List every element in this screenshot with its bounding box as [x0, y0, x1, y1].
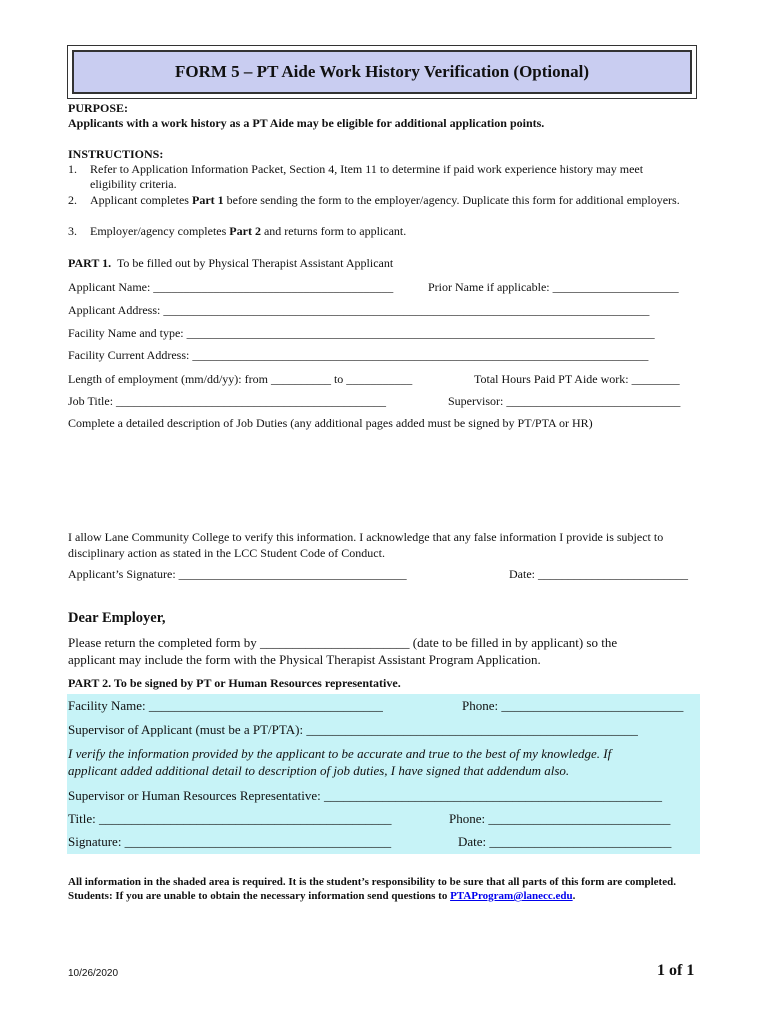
part2-title-field[interactable]: Title: _____________________________________________ [68, 811, 392, 826]
email-link[interactable]: PTAProgram@lanecc.edu [450, 890, 573, 902]
instruction-text: Employer/agency completes Part 2 and returns form to applicant. [90, 224, 407, 238]
part2-signature-field[interactable]: Signature: _________________________________________ [68, 834, 392, 849]
applicant-date-field[interactable]: Date: _________________________ [509, 567, 688, 581]
return-request-line: applicant may include the form with the Physical Therapist Assistant Program Application. [68, 652, 541, 667]
part2-facility-name-field[interactable]: Facility Name: ____________________________________ [68, 698, 383, 713]
consent-statement: I allow Lane Community College to verify this information. I acknowledge that any false information I provide is subject to disciplinary action as stated in the LCC Student Code of Conduct. [68, 530, 664, 560]
supervisor-of-applicant-field[interactable]: Supervisor of Applicant (must be a PT/PTA): ___________________________________________________ [68, 722, 638, 737]
prior-name-field[interactable]: Prior Name if applicable: _____________________ [428, 280, 679, 294]
part2-date-field[interactable]: Date: ____________________________ [458, 834, 672, 849]
return-request-line: Please return the completed form by _______________________ (date to be filled in by applicant) so the [68, 635, 618, 650]
applicant-address-field[interactable]: Applicant Address: _________________________________________________________________________________ [68, 303, 650, 317]
total-hours-field[interactable]: Total Hours Paid PT Aide work: ________ [474, 372, 680, 386]
dear-employer-heading: Dear Employer, [68, 610, 166, 626]
instruction-text: Refer to Application Information Packet, Section 4, Item 11 to determine if paid work experience history may meet eligibility criteria. [90, 162, 644, 191]
applicant-name-field[interactable]: Applicant Name: ________________________________________ [68, 280, 394, 294]
verification-statement: I verify the information provided by the applicant to be accurate and true to the best of my knowledge. If [68, 746, 612, 761]
instruction-number: 3. [68, 224, 77, 238]
purpose-text: Applicants with a work history as a PT Aide may be eligible for additional application points. [68, 116, 545, 130]
part2-heading: PART 2. To be signed by PT or Human Resources representative. [68, 676, 401, 690]
supervisor-hr-field[interactable]: Supervisor or Human Resources Representative: ____________________________________________________ [68, 788, 662, 803]
part2-phone-field[interactable]: Phone: ____________________________ [462, 698, 684, 713]
job-title-field[interactable]: Job Title: _____________________________________________ [68, 394, 387, 408]
facility-name-field[interactable]: Facility Name and type: ______________________________________________________________________________ [68, 326, 655, 340]
instruction-number: 2. [68, 193, 77, 207]
applicant-signature-field[interactable]: Applicant’s Signature: ______________________________________ [68, 567, 407, 581]
contact-note: Students: If you are unable to obtain the necessary information send questions to PTAProgram@lanecc.edu. [68, 890, 576, 902]
part1-heading: PART 1. To be filled out by Physical Therapist Assistant Applicant [68, 256, 394, 270]
purpose-heading: PURPOSE: [68, 101, 128, 115]
supervisor-field[interactable]: Supervisor: _____________________________ [448, 394, 681, 408]
instructions-heading: INSTRUCTIONS: [68, 147, 164, 161]
employment-length-field[interactable]: Length of employment (mm/dd/yy): from __________ to ___________ [68, 372, 413, 386]
part2-phone2-field[interactable]: Phone: ____________________________ [449, 811, 671, 826]
form-title: FORM 5 – PT Aide Work History Verification (Optional) [72, 50, 692, 94]
verification-statement: applicant added additional detail to description of job duties, I have signed that addendum also. [68, 763, 570, 778]
instruction-text: Applicant completes Part 1 before sending the form to the employer/agency. Duplicate this form for additional employers. [90, 193, 680, 207]
instruction-number: 1. [68, 162, 77, 176]
facility-address-field[interactable]: Facility Current Address: ____________________________________________________________________________ [68, 348, 649, 362]
revision-date: 10/26/2020 [68, 968, 119, 979]
form-title-box [67, 45, 697, 99]
job-duties-instructions: Complete a detailed description of Job Duties (any additional pages added must be signed by PT/PTA or HR) [68, 416, 593, 430]
required-info-note: All information in the shaded area is required. It is the student’s responsibility to be sure that all parts of this form are completed. [68, 876, 676, 888]
page-number: 1 of 1 [657, 962, 695, 979]
